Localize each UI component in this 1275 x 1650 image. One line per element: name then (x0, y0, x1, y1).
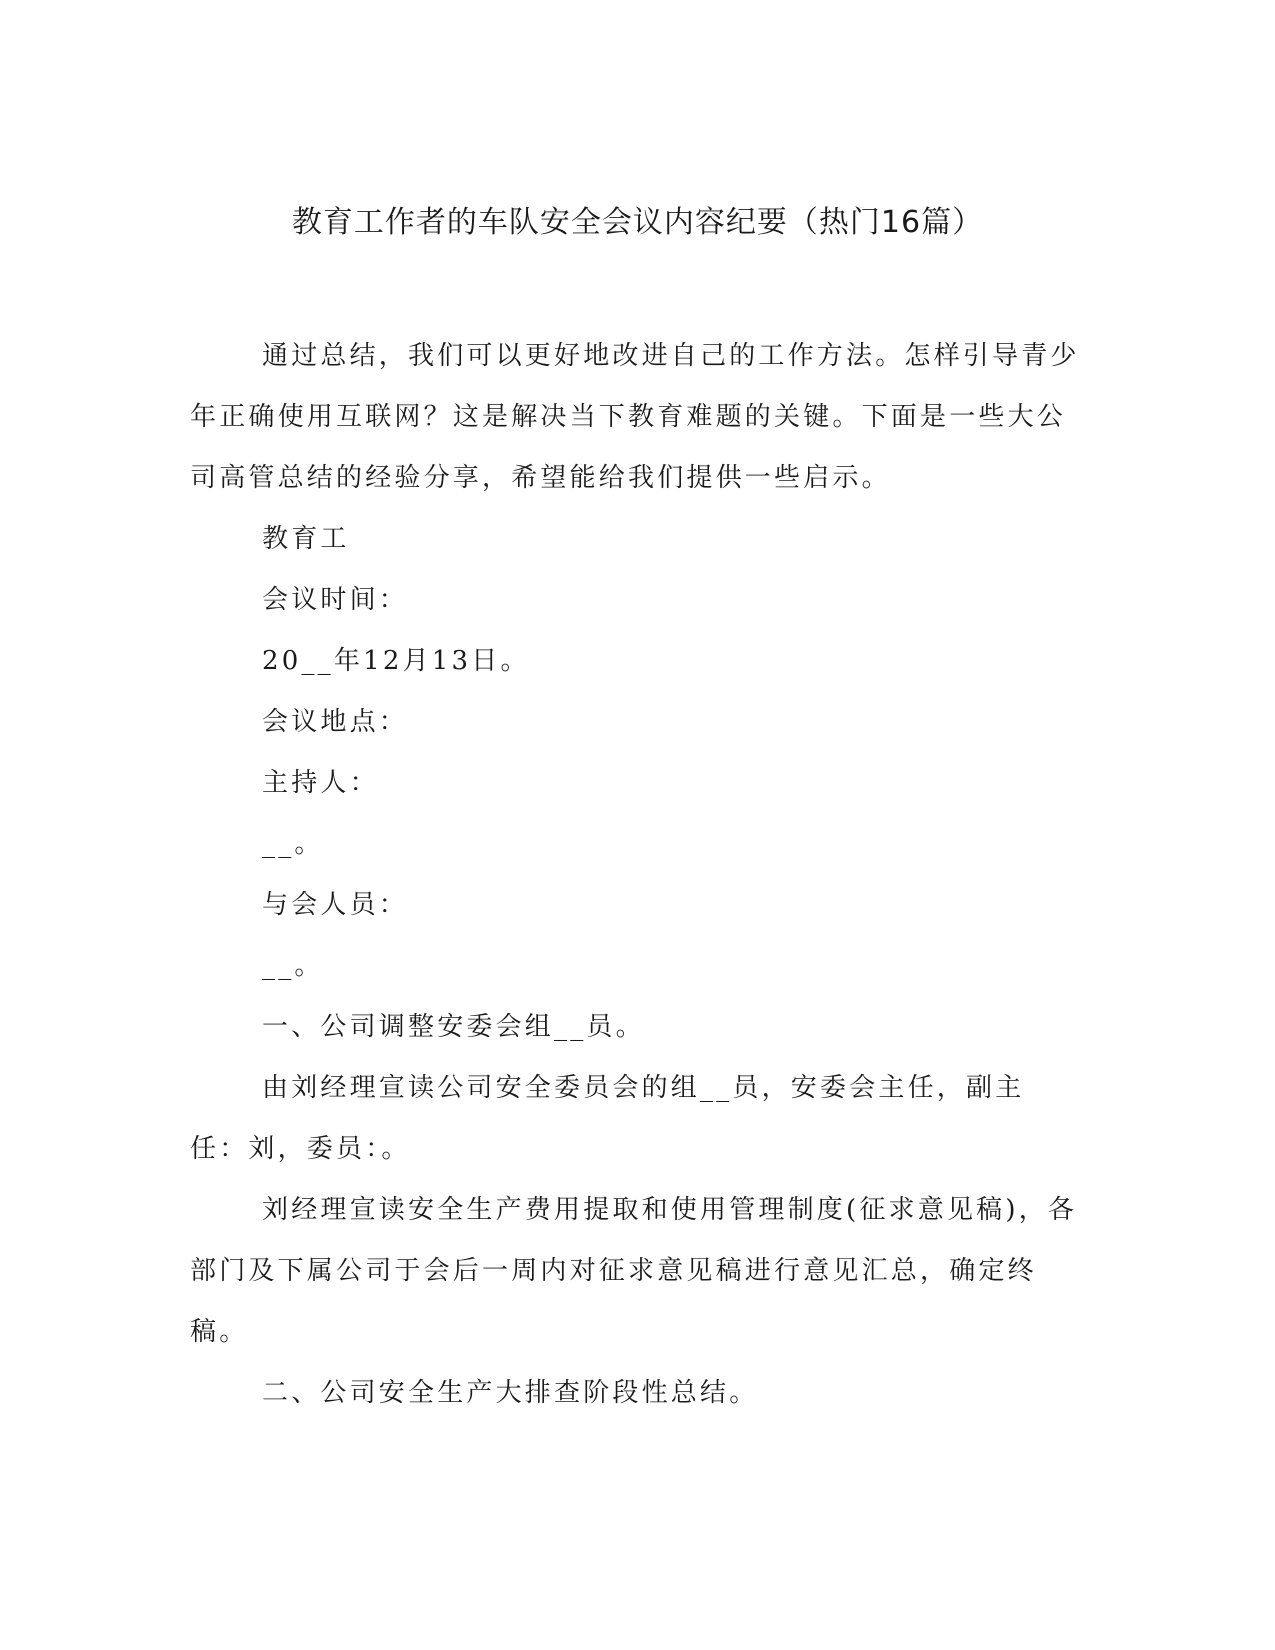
meeting-time-label: 会议时间： (262, 585, 409, 615)
section-heading: 教育工 (262, 524, 350, 554)
item-two-heading: 二、公司安全生产大排查阶段性总结。 (262, 1378, 759, 1408)
meeting-date: 20__年12月13日。 (262, 646, 530, 676)
host-label: 主持人： (262, 768, 379, 798)
intro-paragraph: 通过总结，我们可以更好地改进自己的工作方法。怎样引导青少年正确使用互联网？这是解决当下教育难题的关键。下面是一些大公司高管总结的经验分享，希望能给我们提供一些启示。 (190, 341, 1080, 493)
cost-policy-paragraph: 刘经理宣读安全生产费用提取和使用管理制度(征求意见稿)，各部门及下属公司于会后一周内对征求意见稿进行意见汇总，确定终稿。 (190, 1195, 1078, 1347)
document-title: 教育工作者的车队安全会议内容纪要（热门16篇） (291, 205, 984, 240)
attendees-value: __。 (262, 951, 324, 981)
attendees-label: 与会人员： (262, 890, 409, 920)
document-body (190, 326, 1080, 1424)
host-value: __。 (262, 829, 324, 859)
committee-paragraph: 由刘经理宣读公司安全委员会的组__员，安委会主任，副主任：刘，委员：。 (190, 1073, 1025, 1164)
item-one-heading: 一、公司调整安委会组__员。 (262, 1012, 645, 1042)
meeting-location-label: 会议地点： (262, 707, 409, 737)
